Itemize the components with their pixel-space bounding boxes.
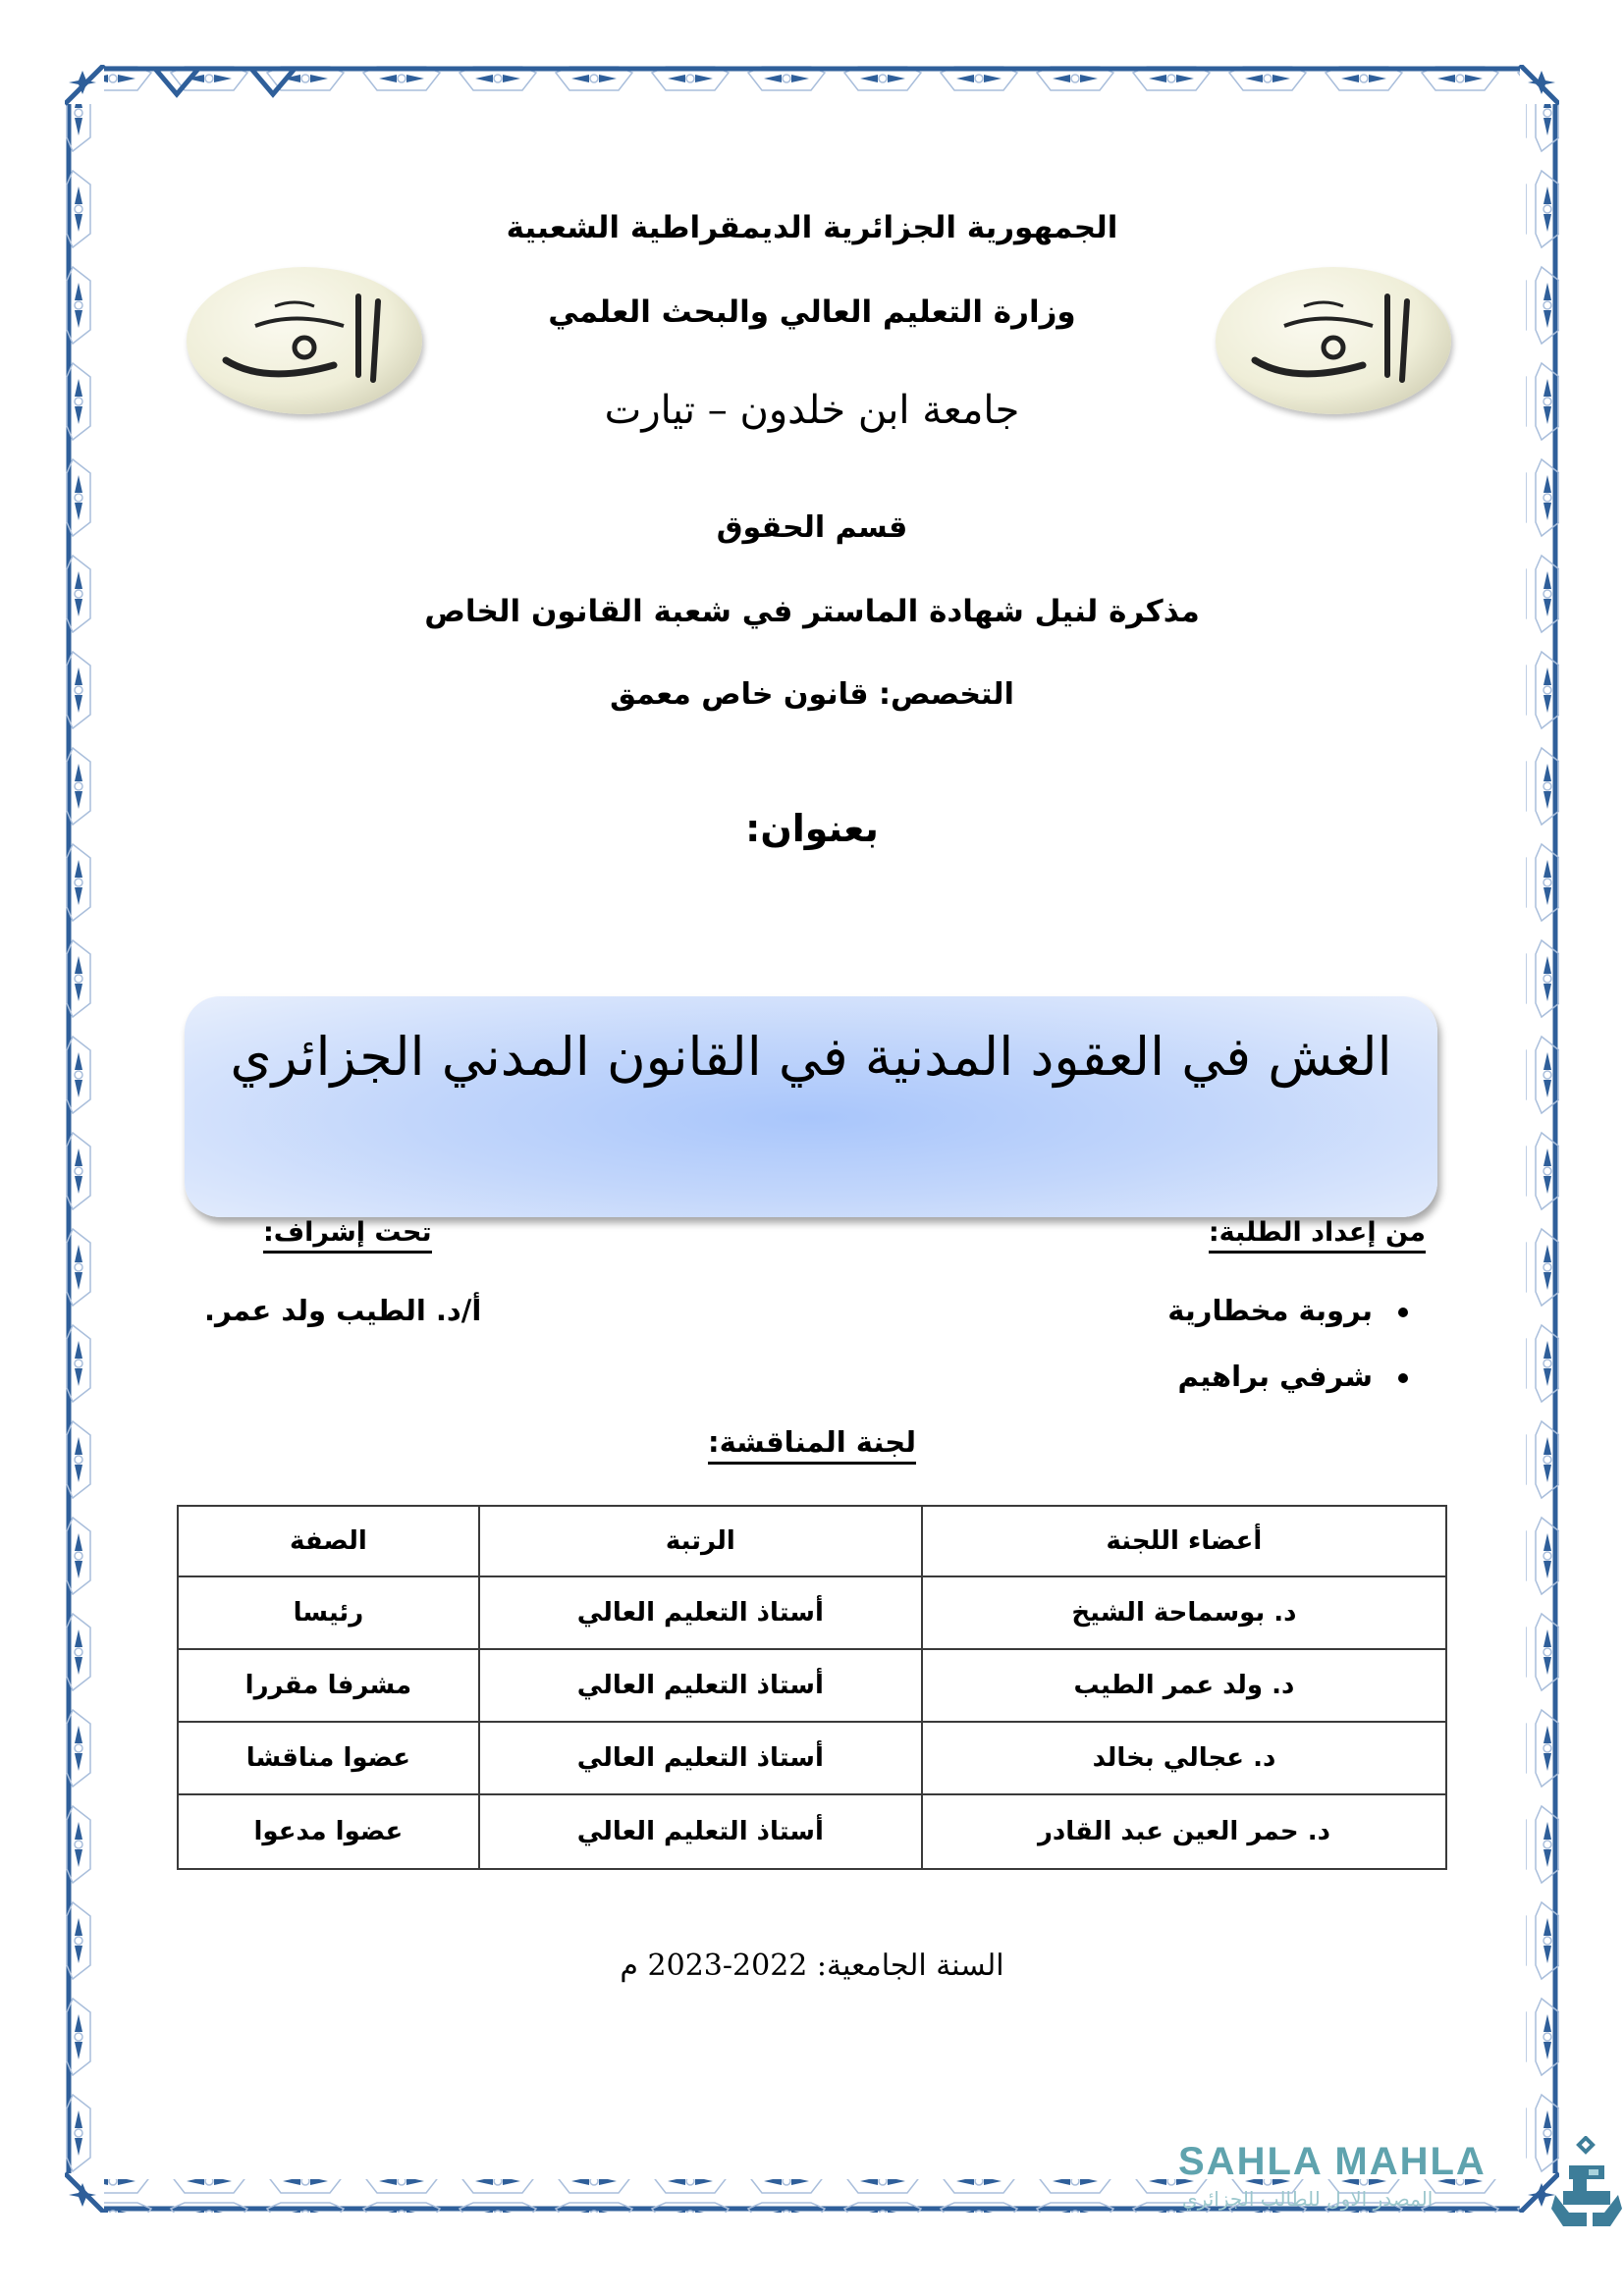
ministry-heading: وزارة التعليم العالي والبحث العلمي	[548, 294, 1076, 330]
member-rank: أستاذ التعليم العالي	[479, 1576, 922, 1649]
table-row	[178, 1576, 1446, 1649]
table-row	[178, 1794, 1446, 1869]
member-role: عضوا مدعوا	[178, 1794, 479, 1869]
bullet-icon	[1398, 1373, 1408, 1383]
member-name: د. حمر العين عبد القادر	[922, 1794, 1446, 1869]
member-role: عضوا مناقشا	[178, 1722, 479, 1794]
supervisor-name: أ/د. الطيب ولد عمر.	[204, 1294, 482, 1327]
member-rank: أستاذ التعليم العالي	[479, 1794, 922, 1869]
title-intro: بعنوان:	[745, 807, 879, 850]
bullet-icon	[1398, 1308, 1408, 1317]
student-item	[1167, 1294, 1408, 1327]
table-header-row	[178, 1506, 1446, 1576]
column-header-role: الصفة	[178, 1506, 479, 1576]
department-name: قسم الحقوق	[716, 510, 908, 545]
memo-description: مذكرة لنيل شهادة الماستر في شعبة القانون الخاص	[424, 594, 1200, 629]
member-name: د. ولد عمر الطيب	[922, 1649, 1446, 1722]
student-name: شرفي براهيم	[1177, 1360, 1373, 1393]
students-label: من إعداد الطلبة:	[1209, 1217, 1426, 1254]
thesis-title-box	[185, 996, 1437, 1217]
committee-table	[177, 1505, 1447, 1870]
member-role: رئيسا	[178, 1576, 479, 1649]
column-header-rank: الرتبة	[479, 1506, 922, 1576]
watermark-tagline: المصدر الاول للطالب الجزائري	[1182, 2187, 1434, 2211]
member-name: د. عجالي بخالد	[922, 1722, 1446, 1794]
watermark-brand: SAHLA MAHLA	[1178, 2140, 1487, 2183]
column-header-members: أعضاء اللجنة	[922, 1506, 1446, 1576]
student-name: بروبة مخطارية	[1167, 1294, 1373, 1327]
committee-label: لجنة المناقشة:	[708, 1425, 916, 1465]
member-name: د. بوسماحة الشيخ	[922, 1576, 1446, 1649]
table-row	[178, 1722, 1446, 1794]
supervisor-label: تحت إشراف:	[263, 1217, 432, 1254]
member-rank: أستاذ التعليم العالي	[479, 1649, 922, 1722]
university-name: جامعة ابن خلدون – تيارت	[604, 388, 1020, 433]
member-role: مشرفا مقررا	[178, 1649, 479, 1722]
academic-year: السنة الجامعية: 2022-2023 م	[620, 1949, 1004, 1983]
committee-heading	[0, 1425, 1624, 1465]
specialty-line: التخصص: قانون خاص معمق	[610, 677, 1014, 712]
sahla-mahla-watermark	[1178, 2140, 1624, 2248]
republic-heading: الجمهورية الجزائرية الديمقراطية الشعبية	[506, 210, 1118, 245]
table-row	[178, 1649, 1446, 1722]
member-rank: أستاذ التعليم العالي	[479, 1722, 922, 1794]
student-item	[1177, 1360, 1408, 1393]
thesis-title: الغش في العقود المدنية في القانون المدني الجزائري	[230, 1026, 1392, 1088]
sahla-mahla-logo-icon	[1549, 2136, 1624, 2230]
